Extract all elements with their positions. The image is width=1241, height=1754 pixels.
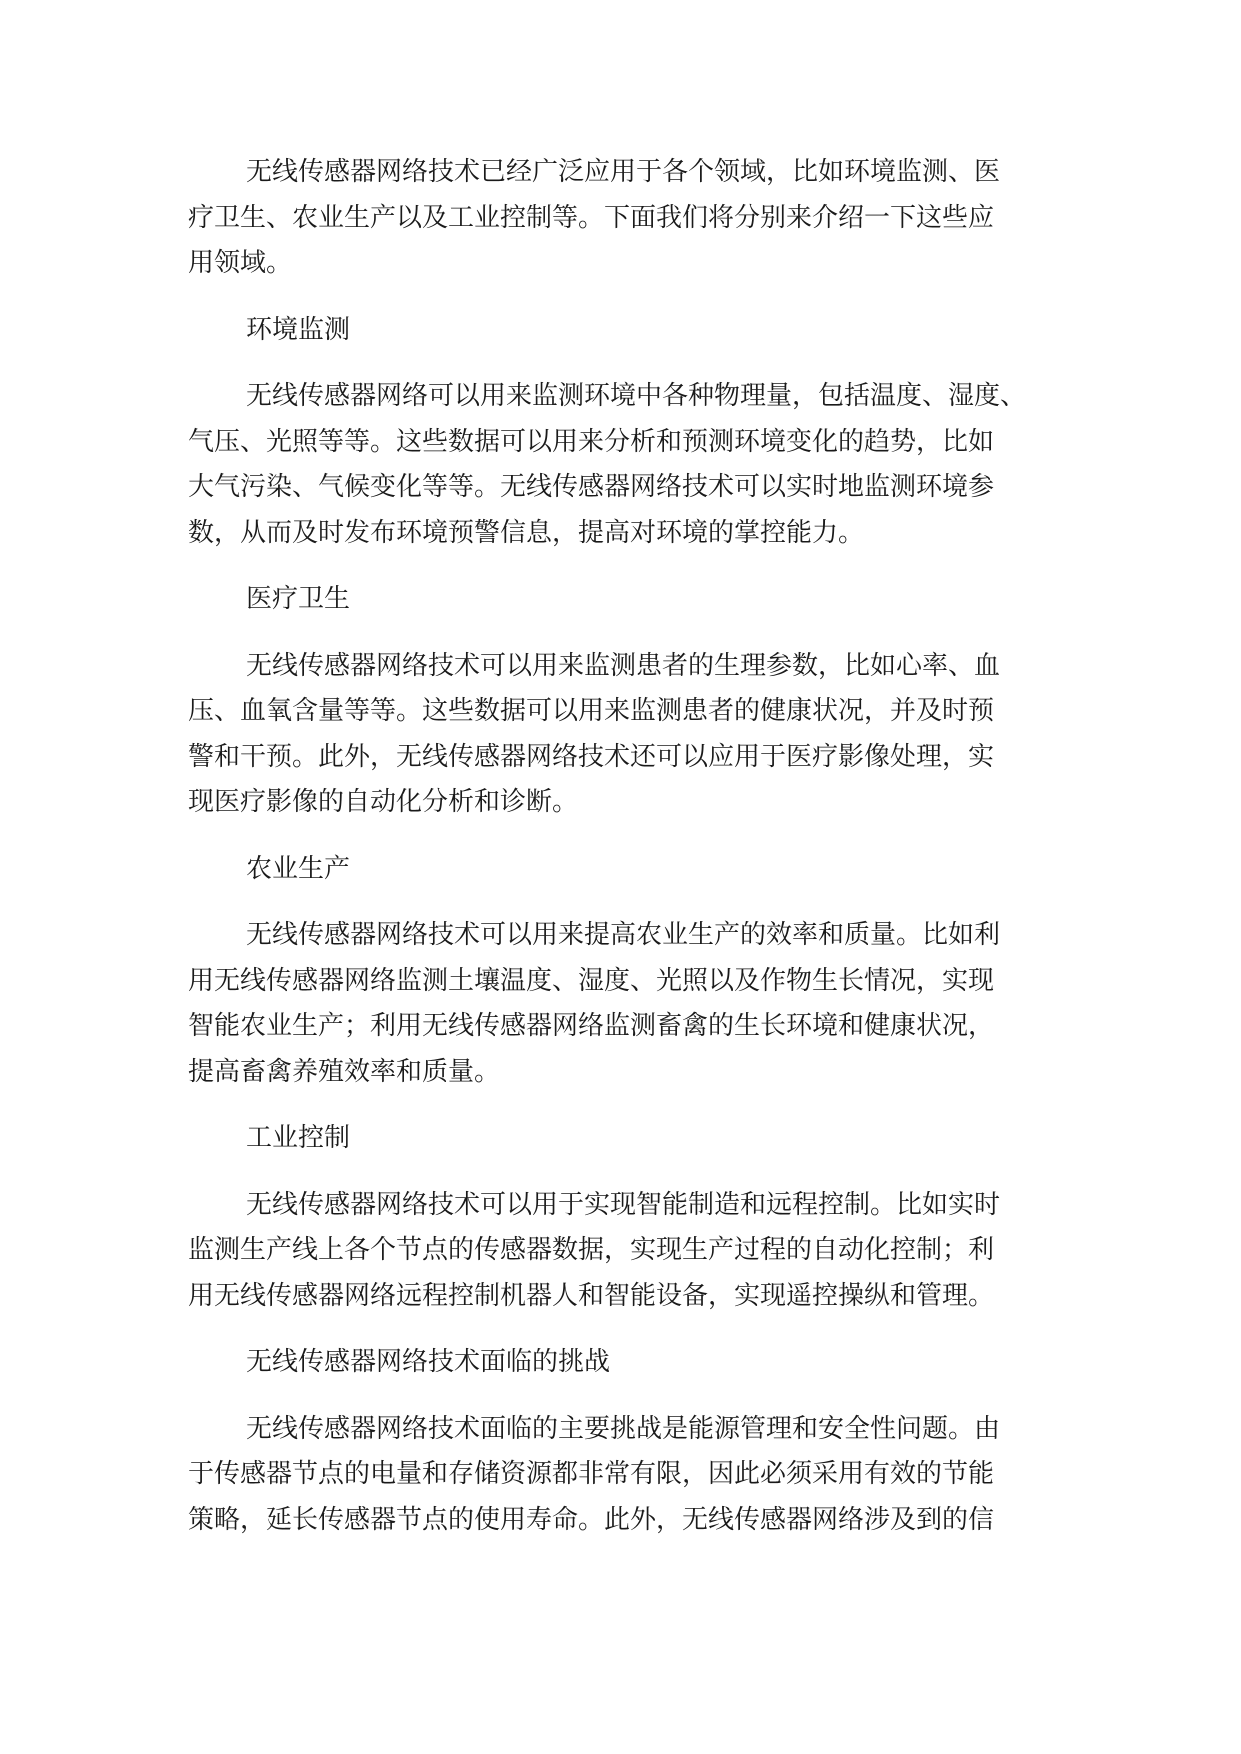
paragraph-line: 现医疗影像的自动化分析和诊断。 — [188, 787, 579, 817]
paragraph-line: 无线传感器网络技术可以用来监测患者的生理参数，比如心率、血 — [246, 650, 1001, 681]
paragraph-line: 于传感器节点的电量和存储资源都非常有限，因此必须采用有效的节能 — [188, 1459, 995, 1489]
paragraph-line: 无线传感器网络技术面临的主要挑战是能源管理和安全性问题。由 — [246, 1413, 1001, 1444]
paragraph-line: 警和干预。此外，无线传感器网络技术还可以应用于医疗影像处理，实 — [188, 741, 995, 772]
paragraph — [188, 1407, 1060, 1544]
paragraph-line: 用无线传感器网络远程控制机器人和智能设备，实现遥控操纵和管理。 — [188, 1280, 995, 1311]
paragraph-line: 用无线传感器网络监测土壤温度、湿度、光照以及作物生长情况，实现 — [188, 965, 995, 996]
paragraph-line: 策略，延长传感器节点的使用寿命。此外，无线传感器网络涉及到的信 — [188, 1504, 995, 1535]
paragraph-line: 疗卫生、农业生产以及工业控制等。下面我们将分别来介绍一下这些应 — [188, 202, 995, 233]
paragraph-line: 智能农业生产；利用无线传感器网络监测畜禽的生长环境和健康状况， — [188, 1011, 995, 1041]
paragraph-line: 提高畜禽养殖效率和质量。 — [188, 1056, 501, 1087]
paragraph-line: 监测生产线上各个节点的传感器数据，实现生产过程的自动化控制；利 — [188, 1235, 995, 1265]
document-body — [188, 150, 1060, 1564]
paragraph-line: 气压、光照等等。这些数据可以用来分析和预测环境变化的趋势，比如 — [188, 426, 995, 457]
section-heading: 工业控制 — [246, 1123, 351, 1153]
paragraph-line: 无线传感器网络技术可以用于实现智能制造和远程控制。比如实时 — [246, 1189, 1001, 1220]
paragraph — [188, 1183, 1060, 1320]
paragraph — [188, 644, 1060, 826]
paragraph-line: 用领域。 — [188, 248, 293, 278]
section-heading: 环境监测 — [246, 314, 351, 345]
paragraph-line: 数，从而及时发布环境预警信息，提高对环境的掌控能力。 — [188, 517, 865, 548]
paragraph-line: 无线传感器网络技术已经广泛应用于各个领域，比如环境监测、医 — [246, 157, 1001, 187]
section-heading: 农业生产 — [246, 853, 351, 884]
paragraph — [188, 150, 1060, 287]
section-heading: 无线传感器网络技术面临的挑战 — [246, 1347, 611, 1377]
paragraph-line: 大气污染、气候变化等等。无线传感器网络技术可以实时地监测环境参 — [188, 472, 995, 502]
paragraph-line: 压、血氧含量等等。这些数据可以用来监测患者的健康状况，并及时预 — [188, 696, 995, 726]
paragraph-line: 无线传感器网络可以用来监测环境中各种物理量，包括温度、湿度、 — [246, 381, 1027, 411]
paragraph — [188, 374, 1060, 556]
section-heading: 医疗卫生 — [246, 584, 351, 614]
paragraph — [188, 913, 1060, 1095]
paragraph-line: 无线传感器网络技术可以用来提高农业生产的效率和质量。比如利 — [246, 920, 1001, 950]
